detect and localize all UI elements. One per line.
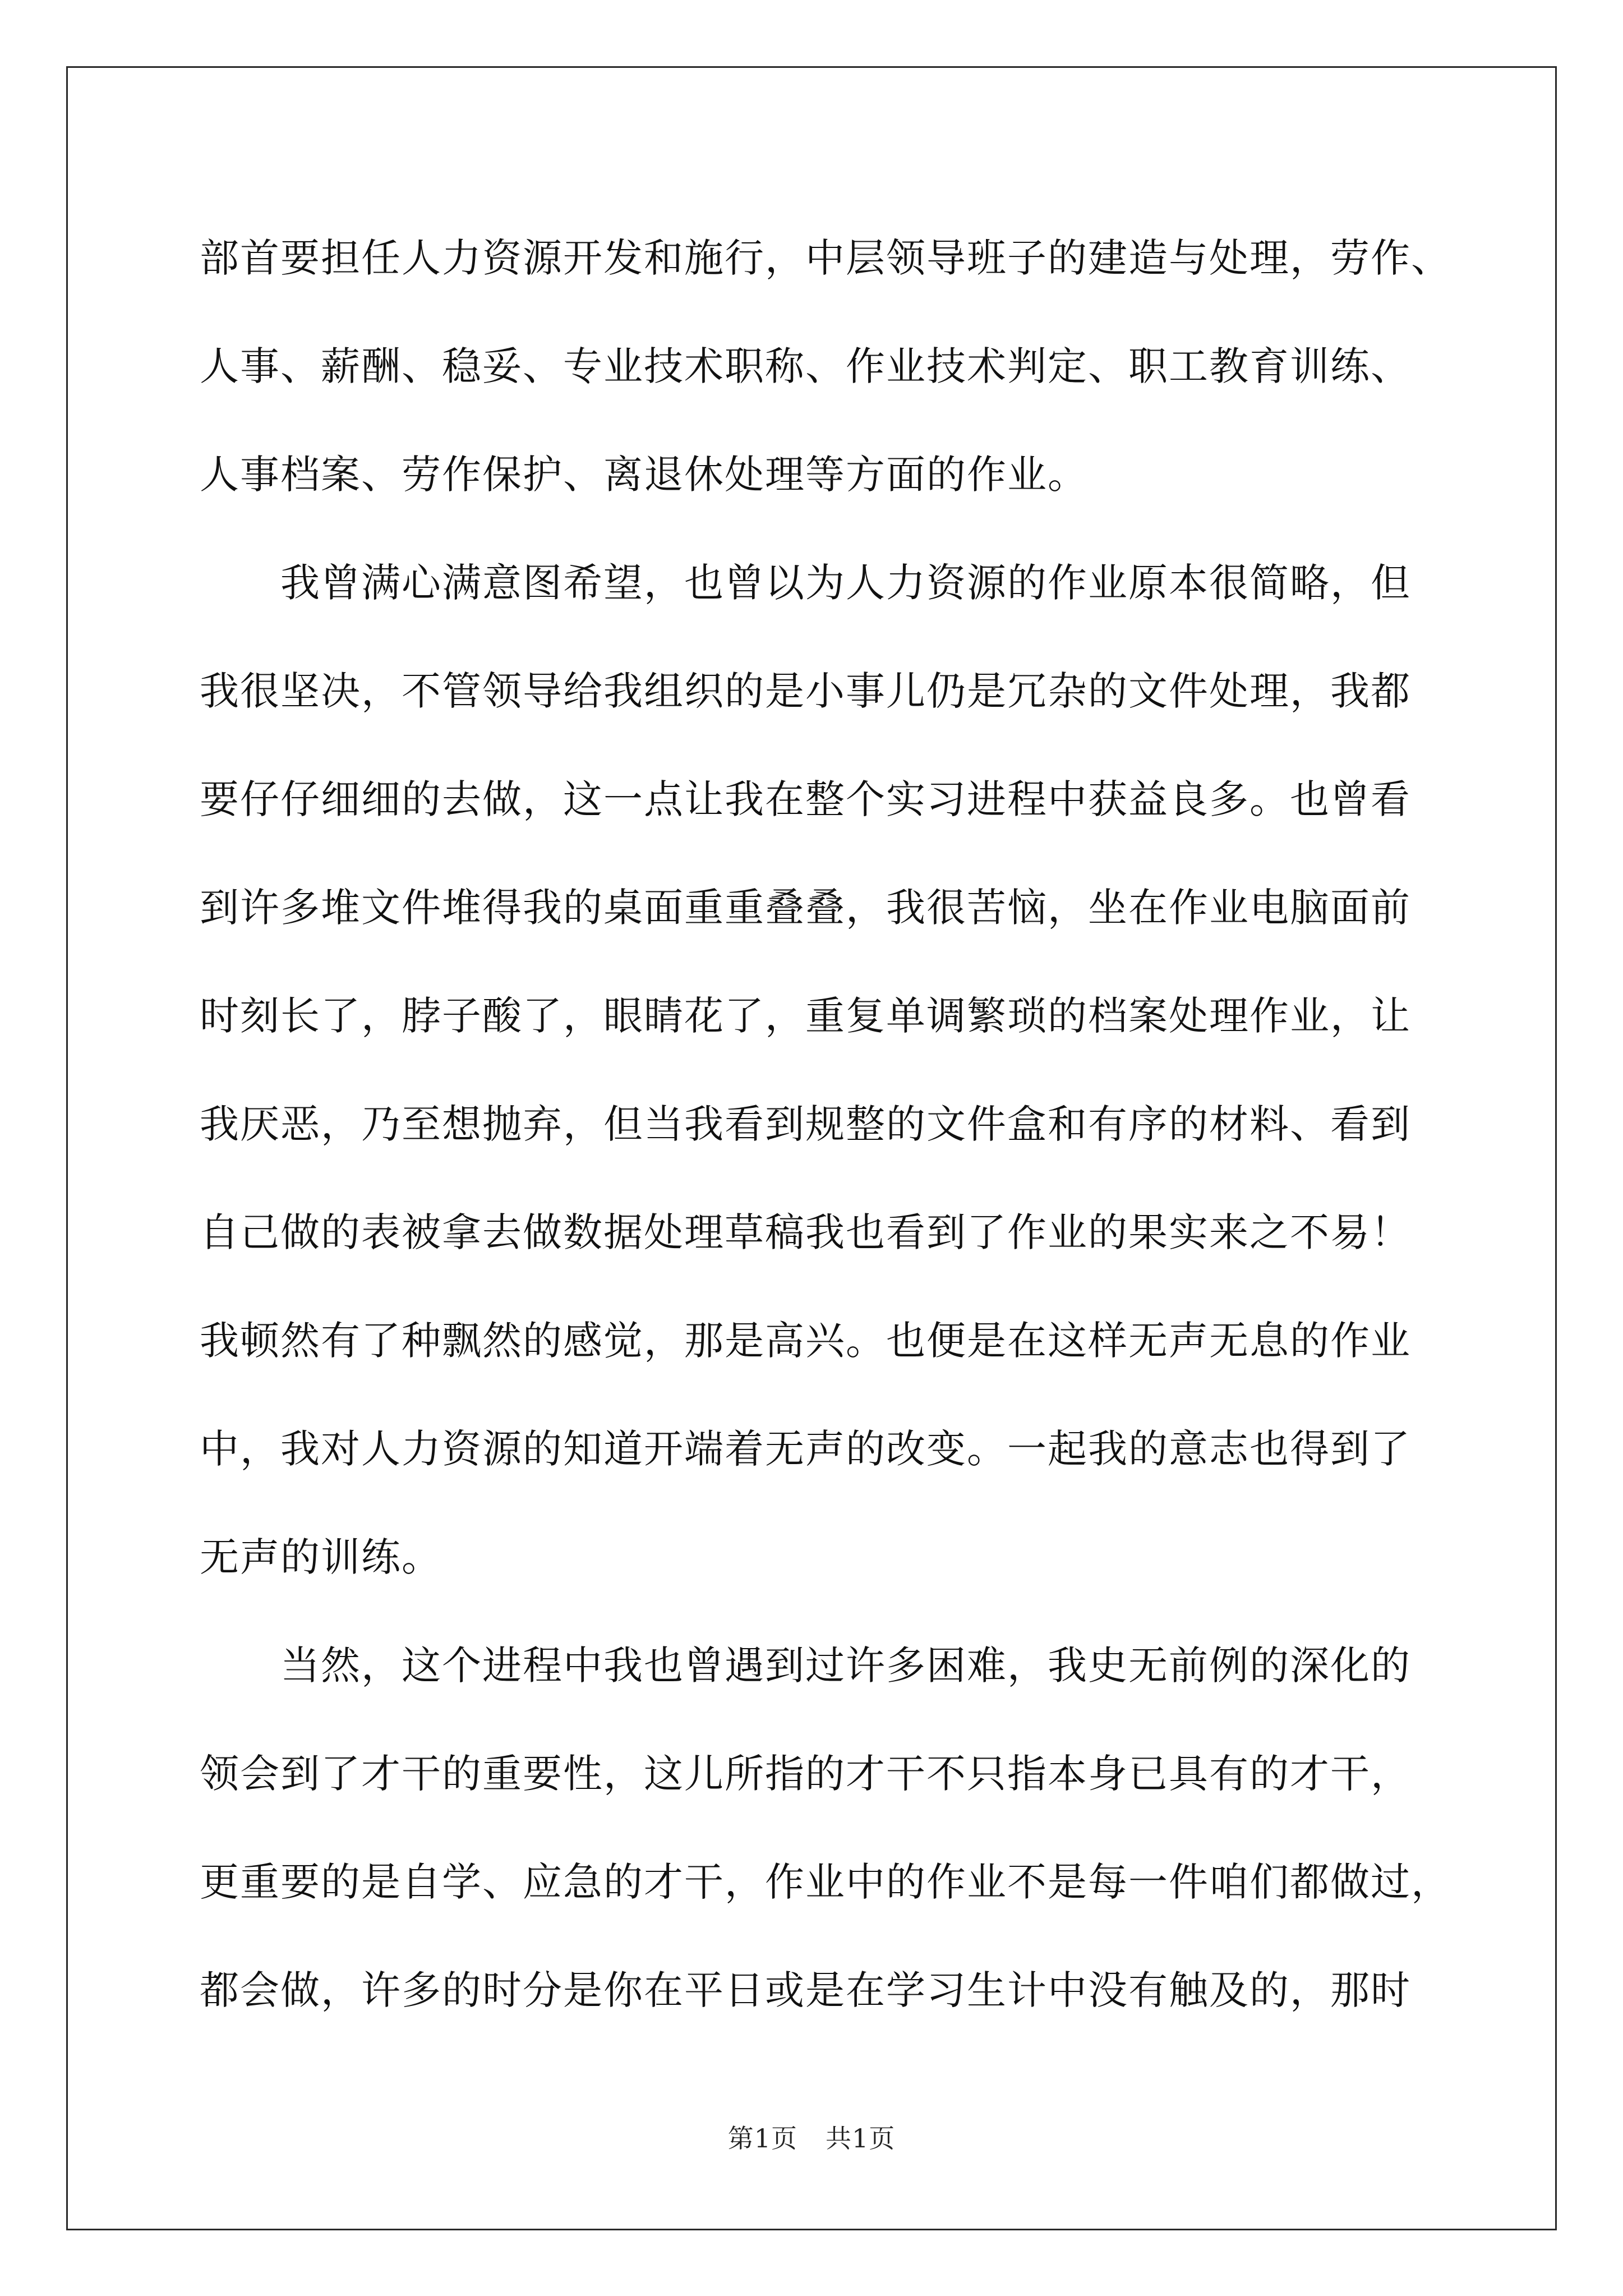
page-number: 第1页 (727, 2123, 797, 2154)
text-line: 人事档案、劳作保护、离退休处理等方面的作业。 (200, 452, 1088, 498)
text-line: 部首要担任人力资源开发和施行，中层领导班子的建造与处理，劳作、 (200, 235, 1451, 281)
page-footer (0, 2122, 1623, 2155)
paragraph-start-line: 当然，这个进程中我也曾遇到过许多困难，我史无前例的深化的 (280, 1642, 1411, 1688)
text-line: 我厌恶，乃至想抛弃，但当我看到规整的文件盒和有序的材料、看到 (200, 1101, 1411, 1147)
text-line: 自己做的表被拿去做数据处理草稿我也看到了作业的果实来之不易！ (200, 1209, 1411, 1255)
text-line: 领会到了才干的重要性，这儿所指的才干不只指本身已具有的才干， (200, 1751, 1411, 1797)
text-line: 都会做，许多的时分是你在平日或是在学习生计中没有触及的，那时 (200, 1967, 1411, 2013)
paragraph-start-line: 我曾满心满意图希望，也曾以为人力资源的作业原本很简略，但 (280, 560, 1411, 606)
text-line: 到许多堆文件堆得我的桌面重重叠叠，我很苦恼，坐在作业电脑面前 (200, 885, 1411, 931)
document-body (200, 213, 1451, 2054)
text-line: 更重要的是自学、应急的才干，作业中的作业不是每一件咱们都做过， (200, 1859, 1451, 1905)
text-line: 无声的训练。 (200, 1534, 442, 1580)
text-line: 我很坚决，不管领导给我组织的是小事儿仍是冗杂的文件处理，我都 (200, 668, 1411, 714)
text-line: 时刻长了，脖子酸了，眼睛花了，重复单调繁琐的档案处理作业，让 (200, 993, 1411, 1039)
text-line: 要仔仔细细的去做，这一点让我在整个实习进程中获益良多。也曾看 (200, 776, 1411, 822)
text-line: 中，我对人力资源的知道开端着无声的改变。一起我的意志也得到了 (200, 1426, 1411, 1472)
page-total: 共1页 (826, 2123, 896, 2154)
text-line: 人事、薪酬、稳妥、专业技术职称、作业技术判定、职工教育训练、 (200, 343, 1411, 389)
text-line: 我顿然有了种飘然的感觉，那是高兴。也便是在这样无声无息的作业 (200, 1318, 1411, 1364)
